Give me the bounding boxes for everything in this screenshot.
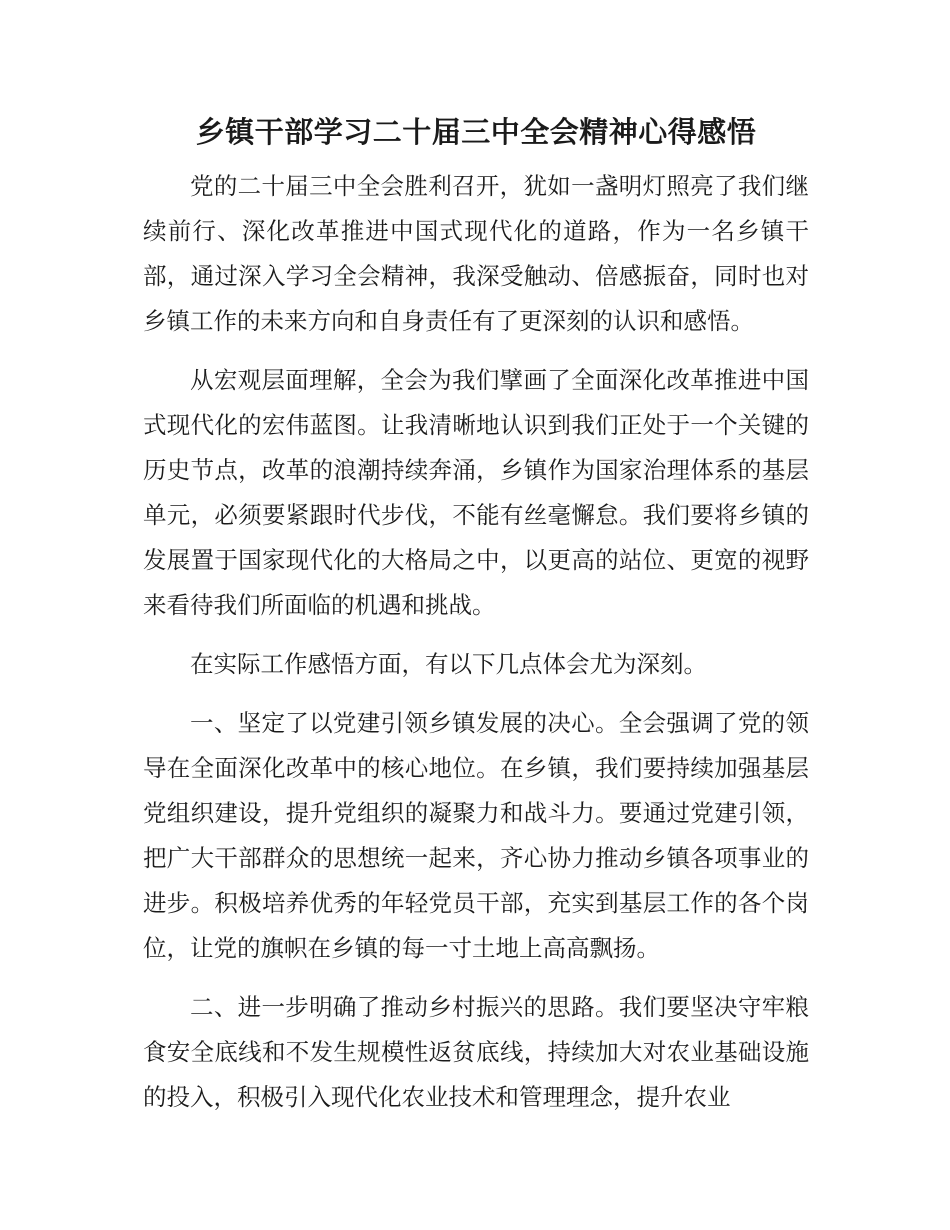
paragraph-macro: 从宏观层面理解，全会为我们擘画了全面深化改革推进中国式现代化的宏伟蓝图。让我清晰地认识到我们正处于一个关键的历史节点，改革的浪潮持续奔涌，乡镇作为国家治理体系的基层单元，必须要紧跟时代步伐，不能有丝毫懈怠。我们要将乡镇的发展置于国家现代化的大格局之中，以更高的站位、更宽的视野来看待我们所面临的机遇和挑战。 (143, 366, 809, 619)
paragraph-point-two: 二、进一步明确了推动乡村振兴的思路。我们要坚决守牢粮食安全底线和不发生规模性返贫底线，持续加大对农业基础设施的投入，积极引入现代化农业技术和管理理念，提升农业 (143, 993, 809, 1111)
paragraph-lead: 在实际工作感悟方面，有以下几点体会尤为深刻。 (190, 650, 707, 678)
document-title: 乡镇干部学习二十届三中全会精神心得感悟 (195, 115, 757, 149)
document-page (143, 112, 809, 1134)
paragraph-intro: 党的二十届三中全会胜利召开，犹如一盏明灯照亮了我们继续前行、深化改革推进中国式现代化的道路，作为一名乡镇干部，通过深入学习全会精神，我深受触动、倍感振奋，同时也对乡镇工作的未来方向和自身责任有了更深刻的认识和感悟。 (143, 172, 809, 335)
paragraph-point-one: 一、坚定了以党建引领乡镇发展的决心。全会强调了党的领导在全面深化改革中的核心地位。在乡镇，我们要持续加强基层党组织建设，提升党组织的凝聚力和战斗力。要通过党建引领，把广大干部群众的思想统一起来，齐心协力推动乡镇各项事业的进步。积极培养优秀的年轻党员干部，充实到基层工作的各个岗位，让党的旗帜在乡镇的每一寸土地上高高飘扬。 (143, 709, 809, 962)
